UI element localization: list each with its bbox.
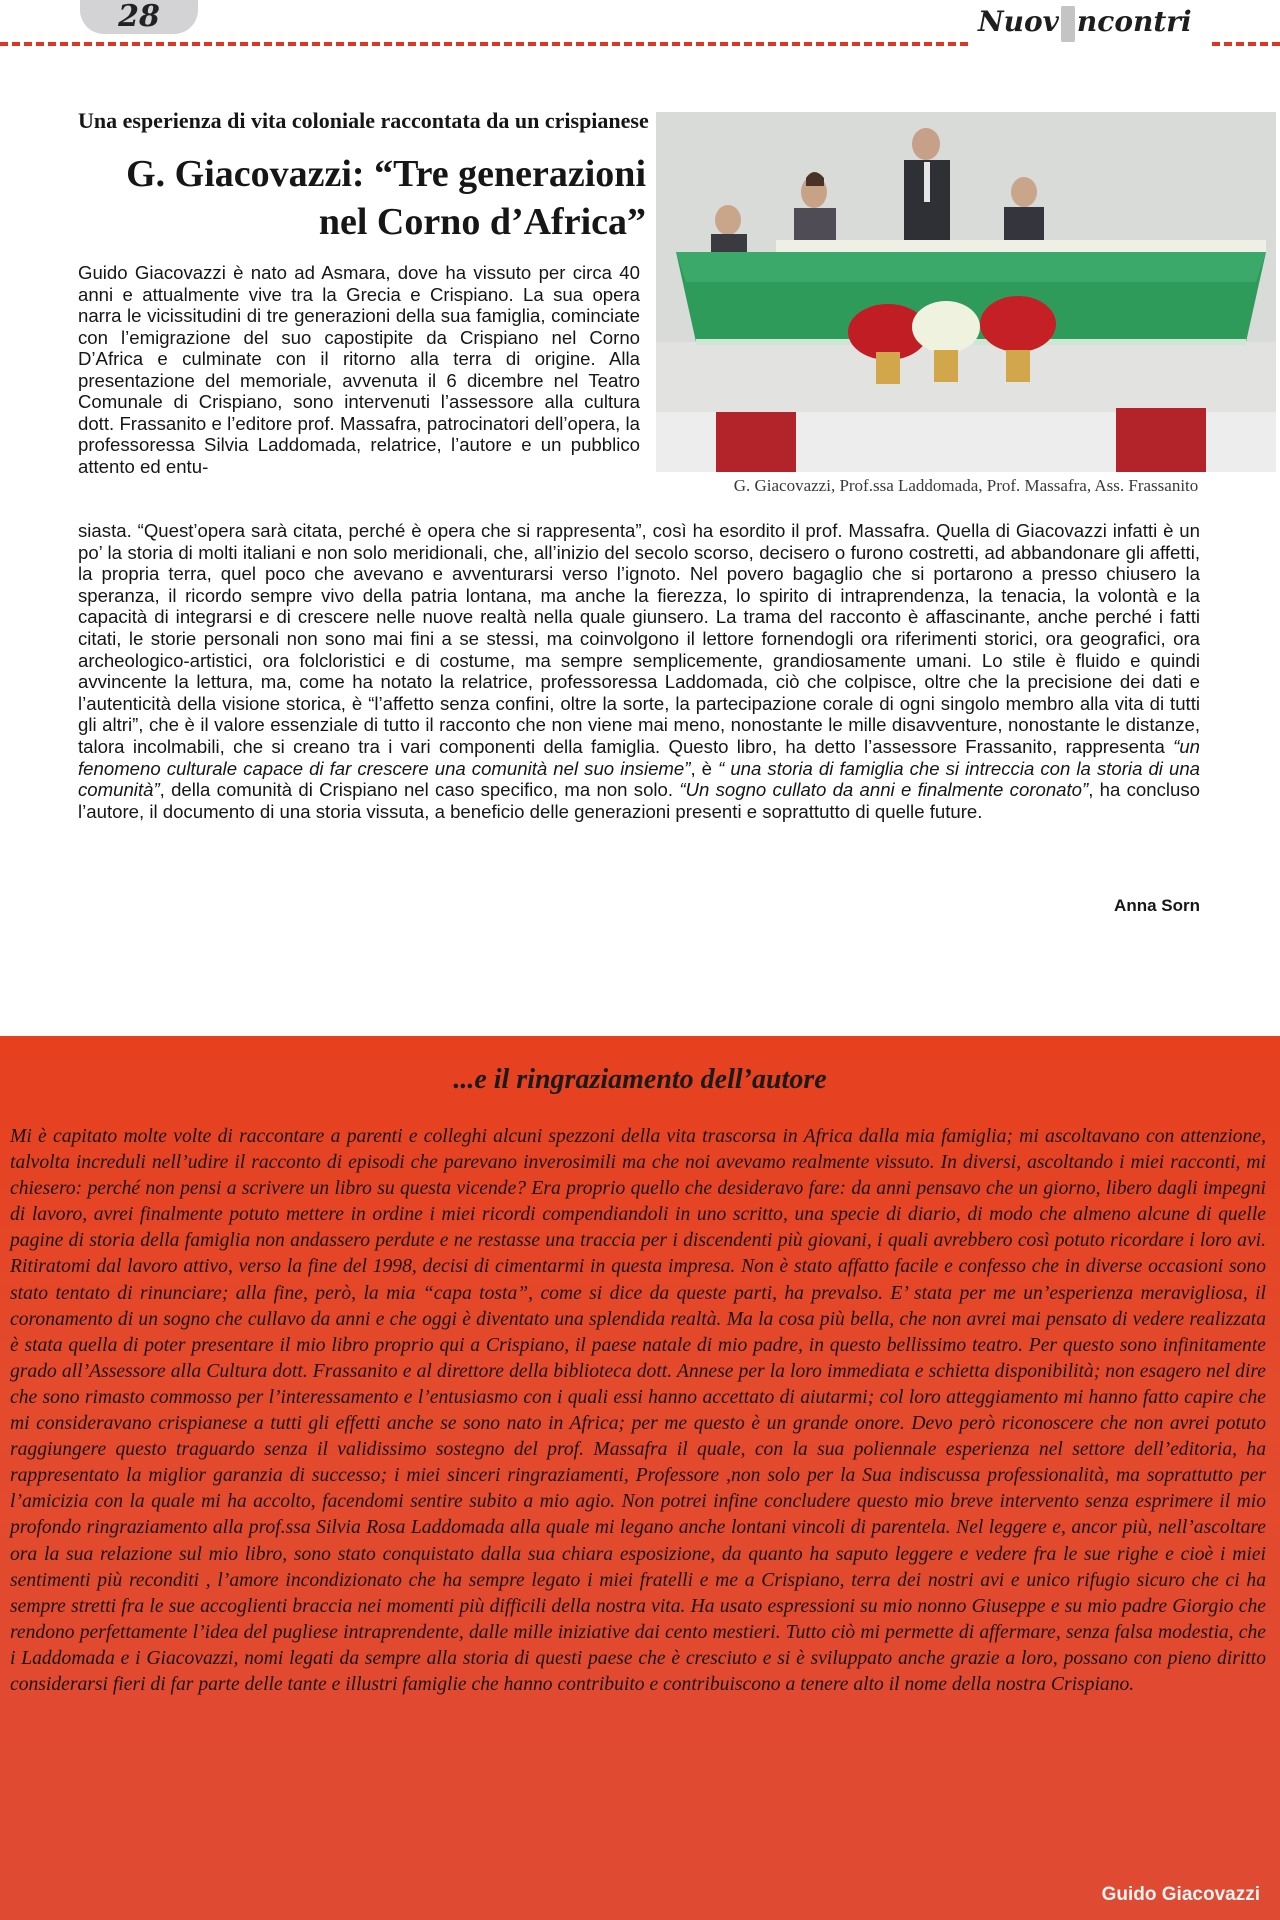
page-number: 28 (80, 0, 198, 34)
article-headline (78, 150, 646, 246)
magazine-masthead (972, 2, 1208, 46)
article-body-text-2: , è (690, 757, 719, 779)
article-body-text: siasta. “Quest’opera sarà citata, perché è opera che si rappresenta”, così ha esordito il prof. Massafra. Quella di Giacovazzi infatti è un po’ la storia di molti italiani e non solo meridionali, che, all’inizio del secolo scorso, decisero o furono costretti, ad abbandonare gli affetti, la propria terra, quel poco che avevano e avventurarsi verso l’ignoto. Nel povero bagaglio che si portarono a presso chiusero la speranza, il ricordo sempre vivo della patria lontana, ma anche la fierezza, lo spirito di intraprendenza, la tenacia, la volontà e la capacità di integrarsi e di crescere nelle nuove realtà nella quale giunsero. La trama del racconto è affascinante, anche perché i fatti citati, le storie personali non sono mai fini a se stessi, ma coinvolgono il lettore fornendogli ora riferimenti storici, ora geografici, ora archeologico-artistici, ora folcloristici e di costume, ma sempre semplicemente, grandiosamente umani. Lo stile è fluido e quindi avvincente la lettura, ma, come ha notato la relatrice, professoressa Laddomada, ciò che colpisce, oltre che la precisione dei dati e l’autenticità della visione storica, è “l’affetto senza confini, oltre la sorte, la partecipazione corale di ogni singolo membro alla vita di tutti gli altri”, che è il valore essenziale di tutto il racconto che non viene mai meno, nonostante le mille disavventure, nonostante le distanze, talora incolmabili, che si creano tra i vari componenti della famiglia. Questo libro, ha detto l’assessore Frassanito, rappresenta (78, 520, 1200, 757)
thanks-title: ...e il ringraziamento dell’autore (453, 1064, 827, 1095)
article-body-main (78, 520, 1200, 822)
article-kicker: Una esperienza di vita coloniale raccontata da un crispianese (78, 108, 649, 133)
thanks-body: Mi è capitato molte volte di raccontare a parenti e colleghi alcuni spezzoni della vita trascorsa in Africa dalla mia famiglia; mi ascoltavano con attenzione, talvolta increduli nell’udire il racconto di episodi che parevano inverosimili ma che noi avevamo realmente vissuto. In diversi, ascoltando i miei racconti, mi chiesero: perché non pensi a scrivere un libro su questa vicende? Era proprio quello che desideravo fare: da anni pensavo che un giorno, libero dagli impegni di lavoro, avrei finalmente potuto mettere in ordine i miei ricordi compendiandoli in uno scritto, una specie di diario, di modo che almeno alcune di quelle pagine di storia della famiglia non andassero perdute e ne restasse una traccia per i discendenti più giovani, i quali avrebbero così potuto ricordare i loro avi. Ritiratomi dal lavoro attivo, verso la fine del 1998, decisi di cimentarmi in questa impresa. Non è stato affatto facile e confesso che in diverse occasioni sono stato tentato di rinunciare; alla fine, però, la mia “capa tosta”, come si dice da queste parti, ha prevalso. E’ stata per me un’esperienza meravigliosa, il coronamento di un sogno che cullavo da anni e che oggi è diventato una splendida realtà. Ma la cosa più bella, che non avrei mai pensato di vedere realizzata è stata quella di poter presentare il mio libro proprio qui a Crispiano, il paese natale di mio padre, in questo bellissimo teatro. Per questo sono infinitamente grado all’Assessore alla Cultura dott. Frassanito e al direttore della biblioteca dott. Annese per la loro immediata e schietta disponibilità; non esagero nel dire che sono rimasto commosso per l’interessamento e l’entusiasmo con i quali essi hanno accettato di aiutarmi; col loro atteggiamento mi hanno fatto capire che mi consideravano crispianese a tutti gli effetti anche se sono nato in Africa; per me questo è un grande onore. Devo però riconoscere che non avrei potuto raggiungere questo traguardo senza il validissimo sostegno del prof. Massafra il quale, con la sua poliennale esperienza nel settore dell’editoria, ha rappresentato la miglior garanzia di successo; i miei sinceri ringraziamenti, Professore ,non solo per la Sua indiscussa professionalità, ma soprattutto per l’amicizia con la quale mi ha accolto, facendomi sentire subito a mio agio. Non potrei infine concludere questo mio breve intervento senza esprimere il mio profondo ringraziamento alla prof.ssa Silvia Rosa Laddomada alla quale mi legano anche lontani vincoli di parentela. Nel leggere e, ancor più, nell’ascoltare ora la sua relazione sul mio libro, sono stato conquistato dalla sua chiara esposizione, da quanto ha saputo leggere e vedere fra le sue righe e cioè i miei sentimenti più reconditi , l’amore incondizionato che ha sempre legato i miei fratelli e me a Crispiano, terra dei nostri avi e unico rifugio sicuro che ci ha sempre stretti fra le sue accoglienti braccia nei momenti più difficili della nostra vita. Ha usato espressioni su mio nonno Giuseppe e su mio padre Giorgio che rendono perfettamente l’idea del pugliese intraprendente, dalle mille iniziative dai cento mestieri. Tutto ciò mi permette di affermare, senza falsa modestia, che i Laddomada e i Giacovazzi, nomi legati da sempre alla storia di questi paese che è cresciuto e si è sviluppato anche grazie a loro, possano con pieno diritto considerarsi fieri di far parte delle tante e illustri famiglie che hanno contribuito e contribuiscono a tenere alto il nome della nostra Crispiano. (10, 1126, 1266, 1695)
article-body-text-4: , ha concluso l’autore, il documento di una storia vissuta, a beneficio delle generazioni presenti e soprattutto di quelle future. (78, 779, 1200, 822)
masthead-part2: ncontri (1076, 5, 1192, 38)
masthead-part1: Nuov (978, 5, 1059, 38)
article-quote-2: “ una storia di famiglia che si intreccia con la storia di una comunità” (78, 757, 1201, 801)
article-body-intro: Guido Giacovazzi è nato ad Asmara, dove ha vissuto per circa 40 anni e attualmente vive tra la Grecia e Crispiano. La sua opera narra le vicissitudini di tre generazioni della sua famiglia, cominciate con l’emigrazione del suo capostipite da Crispiano nel Corno D’Africa e culminate con il ritorno alla terra di origine. Alla presentazione del memoriale, avvenuta il 6 dicembre nel Teatro Comunale di Crispiano, sono intervenuti l’assessore alla cultura dott. Frassanito e l’editore prof. Massafra, patrocinatori dell’opera, la professoressa Silvia Laddomada, relatrice, l’autore e un pubblico attento ed entu- (78, 262, 640, 477)
photo-caption: G. Giacovazzi, Prof.ssa Laddomada, Prof. Massafra, Ass. Frassanito (733, 476, 1199, 495)
thanks-signature: Guido Giacovazzi (1101, 1884, 1260, 1905)
event-photo (656, 112, 1276, 472)
article-quote-1: “un fenomeno culturale capace di far crescere una comunità nel suo insieme” (78, 735, 1200, 779)
article-body-text-3: , della comunità di Crispiano nel caso specifico, ma non solo. (159, 779, 680, 801)
masthead-i-logo-icon (1061, 6, 1075, 42)
article-byline: Anna Sorn (1114, 896, 1200, 915)
headline-line-2: nel Corno d’Africa” (318, 201, 646, 243)
article-quote-3: “Un sogno cullato da anni e finalmente coronato” (679, 779, 1089, 801)
headline-line-1: G. Giacovazzi: “Tre generazioni (126, 153, 646, 195)
event-photo-illustration (656, 112, 1276, 472)
